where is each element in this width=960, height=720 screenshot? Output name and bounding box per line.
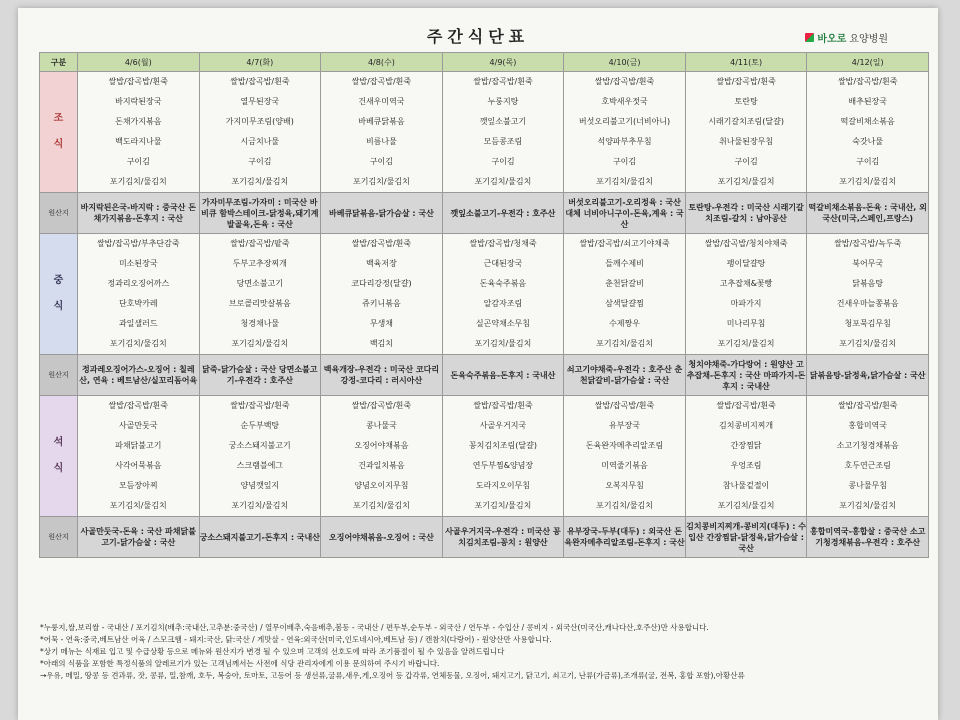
menu-item: 취나물된장무침 (719, 137, 774, 146)
menu-item: 쌀밥/잡곡밥/흰죽 (351, 401, 412, 410)
menu-item: 당면소불고기 (236, 279, 284, 288)
menu-item: 구이김 (734, 157, 758, 166)
notes (40, 622, 920, 682)
meal-label-char: 중 (53, 275, 64, 286)
breakfast-row (40, 72, 929, 193)
menu-item: 홍합미역국 (848, 421, 887, 430)
menu-cell (442, 396, 564, 517)
menu-cell (442, 72, 564, 193)
menu-cell (199, 72, 321, 193)
menu-cell (321, 234, 443, 355)
menu-item: 모듬장아찌 (118, 481, 158, 490)
menu-item: 포기김치/물김치 (474, 339, 532, 348)
menu-item: 누룽지탕 (487, 97, 519, 106)
menu-item: 브로콜리맛살볶음 (228, 299, 291, 308)
menu-item: 바지락된장국 (115, 97, 162, 106)
menu-item: 포기김치/물김치 (839, 177, 897, 186)
menu-item: 실곤약채소무침 (475, 319, 531, 328)
origin-cell: 떡갈비채소볶음-돈육 : 국내산, 외국산(미국,스페인,프랑스) (807, 193, 929, 234)
meal-label-char: 식 (53, 301, 64, 312)
menu-item: 코다리강정(달걀) (351, 279, 412, 288)
menu-cell (685, 72, 807, 193)
menu-item: 건새우미역국 (358, 97, 405, 106)
menu-cell (564, 72, 686, 193)
day-header: 4/11(토) (685, 53, 807, 72)
menu-item: 쌀밥/잡곡밥/청치야채죽 (704, 239, 788, 248)
menu-item: 미소된장국 (118, 259, 158, 268)
origin-cell: 가자미무조림-가자미 : 미국산 바비큐 함박스테이크-닭정육,돼기계발골육,돈육 : 국산 (199, 193, 321, 234)
logo-icon (805, 33, 814, 42)
menu-item: 건새우마늘쫑볶음 (836, 299, 899, 308)
menu-item: 포기김치/물김치 (474, 177, 532, 186)
origin-cell: 닭볶음탕-닭정육,닭가슴살 : 국산 (807, 355, 929, 396)
menu-item: 알감자조림 (483, 299, 523, 308)
menu-item: 단호박카레 (118, 299, 158, 308)
menu-item: 무생채 (369, 319, 393, 328)
menu-item: 고추잡채&꽃빵 (719, 279, 773, 288)
menu-item: 포기김치/물김치 (109, 501, 167, 510)
origin-cell: 정과레오징어가스-오징어 : 칠레산, 연육 : 베트남산/실꼬리돔어육 (78, 355, 200, 396)
menu-item: 닭볶음탕 (852, 279, 884, 288)
menu-item: 김치콩비지찌개 (719, 421, 774, 430)
menu-item: 미역줄기볶음 (601, 461, 648, 470)
menu-item: 호박새우젓국 (601, 97, 648, 106)
menu-item: 포기김치/물김치 (109, 177, 167, 186)
menu-item: 떡갈비채소볶음 (840, 117, 895, 126)
meal-label-char: 식 (53, 139, 64, 150)
menu-item: 쌀밥/잡곡밥/흰죽 (837, 77, 898, 86)
origin-cell: 바베큐닭볶음-닭가슴살 : 국산 (321, 193, 443, 234)
menu-item: 근대된장국 (483, 259, 523, 268)
menu-cell (78, 72, 200, 193)
menu-item: 간장찜닭 (730, 441, 762, 450)
day-header: 4/8(수) (321, 53, 443, 72)
menu-item: 가지미무조림(양배) (225, 117, 294, 126)
menu-item: 꽁치김치조림(달걀) (468, 441, 537, 450)
menu-item: 쌀밥/잡곡밥/흰죽 (473, 77, 533, 86)
dinner-row (40, 396, 929, 517)
note-line: *아래의 식품을 포함한 특정식품의 알레르기가 있는 고객님께서는 사전에 식당 관리자에게 이용 문의하여 주시기 바랍니다. (40, 659, 440, 668)
day-header: 4/6(월) (78, 53, 200, 72)
note-line: →우유, 메밀, 땅콩 등 견과류, 잣, 콩류, 밀,참깨, 호두, 복숭아, 토마토, 고등어 등 생선류,굴류,새우,게,오징어 등 갑각류, 연체동물, 오징어, 돼지고기, 닭고기, 쇠고기, 난류(가금류),조개류(굴, 전복, 홍합 포함),아황산류 (40, 671, 745, 680)
origin-cell: 백육개장-우전각 : 미국산 코다리강정-코다리 : 러시아산 (321, 355, 443, 396)
menu-cell (78, 234, 200, 355)
menu-item: 쌀밥/잡곡밥/흰죽 (108, 401, 169, 410)
menu-item: 배추된장국 (848, 97, 887, 106)
menu-item: 사각어묵볶음 (115, 461, 162, 470)
menu-item: 비름나물 (365, 137, 397, 146)
weekly-menu-table (39, 52, 929, 558)
menu-item: 포기김치/물김치 (353, 177, 410, 186)
menu-item: 쌀밥/잡곡밥/흰죽 (594, 401, 655, 410)
menu-item: 쌀밥/잡곡밥/흰죽 (837, 401, 898, 410)
menu-item: 포기김치/물김치 (474, 501, 532, 510)
menu-item: 포기김치/물김치 (717, 339, 775, 348)
menu-item: 마파가지 (730, 299, 762, 308)
menu-item: 포기김치/물김치 (596, 339, 653, 348)
menu-item: 청경채나물 (240, 319, 280, 328)
menu-item: 포기김치/물김치 (839, 339, 897, 348)
menu-item: 청포묵김무침 (844, 319, 891, 328)
origin-cell: 바지락된은국-바지락 : 중국산 돈채가지볶음-돈후지 : 국산 (78, 193, 200, 234)
menu-item: 쌀밥/잡곡밥/흰죽 (716, 77, 776, 86)
origin-cell: 토란탕-우전각 : 미국산 시래기갈치조림-갈치 : 남아공산 (685, 193, 807, 234)
menu-item: 사골만둣국 (118, 421, 158, 430)
origin-cell: 깻잎소불고기-우전각 : 호주산 (442, 193, 564, 234)
menu-cell (685, 234, 807, 355)
day-header: 4/10(금) (564, 53, 686, 72)
menu-item: 쌀밥/잡곡밥/녹두죽 (834, 239, 902, 248)
day-header: 4/12(일) (807, 53, 929, 72)
menu-item: 백육저장 (365, 259, 397, 268)
origin-cell: 버섯오리불고기-오리정육 : 국산 대체 너비아니구이-돈육,계육 : 국산 (564, 193, 686, 234)
lunch-label (40, 234, 78, 355)
menu-item: 깻잎소불고기 (479, 117, 527, 126)
menu-cell (807, 72, 929, 193)
menu-item: 쌀밥/잡곡밥/흰죽 (108, 77, 169, 86)
menu-sheet (18, 8, 938, 720)
origin-cell: 궁소스돼지불고기-돈후지 : 국내산 (199, 517, 321, 558)
dinner-label (40, 396, 78, 517)
menu-item: 구이김 (491, 157, 515, 166)
menu-item: 오복지무침 (605, 481, 644, 490)
menu-item: 쌀밥/잡곡밥/쇠고기야채죽 (579, 239, 670, 248)
menu-item: 과일샐러드 (118, 319, 158, 328)
menu-cell (199, 396, 321, 517)
origin-cell: 쇠고기야채죽-우전각 : 호주산 춘천닭갈비-닭가슴살 : 국산 (564, 355, 686, 396)
menu-item: 유부장국 (609, 421, 640, 430)
note-line: *어묵 - 연육:중국,베트남산 어육 / 스모크햄 - 돼지:국산, 닭:국산 / 게맛살 - 연육:외국산(미국,인도네시아,베트남 등) / 캔참치(다랑어) - 원양산만 사용합니다. (40, 635, 552, 644)
origin-cell: 돈육숙주볶음-돈후지 : 국내산 (442, 355, 564, 396)
menu-item: 포기김치/물김치 (231, 177, 289, 186)
menu-item: 구이김 (126, 157, 150, 166)
menu-item: 쌀밥/잡곡밥/흰죽 (716, 401, 776, 410)
menu-item: 쌀밥/잡곡밥/흰죽 (594, 77, 655, 86)
origin-label: 원산지 (40, 517, 78, 558)
menu-item: 포기김치/물김치 (231, 501, 289, 510)
menu-item: 열무된장국 (240, 97, 280, 106)
menu-item: 시래기갈치조림(달걀) (708, 117, 784, 126)
breakfast-label (40, 72, 78, 193)
origin-cell: 닭죽-닭가슴살 : 국산 당면소불고기-우전각 : 호주산 (199, 355, 321, 396)
breakfast-origin-row (40, 193, 929, 234)
lunch-origin-row (40, 355, 929, 396)
menu-item: 쌀밥/잡곡밥/흰죽 (230, 401, 290, 410)
menu-item: 쌀밥/잡곡밥/흰죽 (351, 77, 412, 86)
menu-item: 구이김 (369, 157, 393, 166)
menu-item: 시금치나물 (240, 137, 280, 146)
menu-item: 돈육완자메추리알조림 (585, 441, 664, 450)
menu-item: 바베큐닭볶음 (358, 117, 405, 126)
page-title: 주간식단표 (426, 27, 530, 46)
menu-item: 들깨수제비 (605, 259, 644, 268)
menu-item: 우엉조림 (730, 461, 762, 470)
origin-cell: 사골만둣국-돈육 : 국산 파채닭불고기-닭가슴살 : 국산 (78, 517, 200, 558)
menu-cell (807, 396, 929, 517)
menu-item: 양념깻잎지 (240, 481, 280, 490)
menu-item: 쥬키니볶음 (362, 299, 401, 308)
menu-item: 돈채가지볶음 (115, 117, 162, 126)
hospital-logo (805, 30, 888, 45)
menu-item: 포기김치/물김치 (596, 177, 653, 186)
menu-item: 참나물겉절이 (722, 481, 770, 490)
menu-item: 쌀밥/잡곡밥/부추단감죽 (96, 239, 180, 248)
menu-item: 도라지오이무침 (475, 481, 531, 490)
origin-cell: 청치야채죽-가다랑어 : 원양산 고추잡채-돈후지 : 국산 마파가지-돈후지 : 국내산 (685, 355, 807, 396)
menu-item: 콩나물무침 (848, 481, 887, 490)
menu-item: 쌀밥/잡곡밥/흰죽 (473, 401, 533, 410)
origin-label: 원산지 (40, 193, 78, 234)
menu-item: 구이김 (248, 157, 272, 166)
menu-item: 삼색달걀찜 (605, 299, 644, 308)
logo-suffix: 요양병원 (849, 34, 888, 45)
gubun-header: 구분 (40, 53, 78, 72)
origin-cell: 유부장국-두부(대두) : 외국산 돈육완자메추리알조림-돈후지 : 국산 (564, 517, 686, 558)
menu-item: 구이김 (612, 157, 637, 166)
menu-item: 석양파부추무침 (597, 137, 652, 146)
menu-item: 포기김치/물김치 (231, 339, 289, 348)
menu-item: 사골우거지국 (479, 421, 527, 430)
menu-cell (685, 396, 807, 517)
menu-item: 백김치 (369, 339, 393, 348)
menu-item: 파채닭불고기 (115, 441, 162, 450)
menu-item: 포기김치/물김치 (717, 501, 775, 510)
menu-item: 순두부백탕 (240, 421, 280, 430)
menu-item: 포기김치/물김치 (353, 501, 410, 510)
menu-item: 토란탕 (734, 97, 758, 106)
menu-item: 두부고추장찌개 (232, 259, 287, 268)
menu-item: 소고기청경채볶음 (836, 441, 899, 450)
menu-cell (321, 72, 443, 193)
menu-item: 돈육숙주볶음 (479, 279, 527, 288)
note-line: *상기 메뉴는 식재료 입고 및 수급상황 등으로 메뉴와 원산지가 변경 될 수 있으며 고객의 선호도에 따라 조기품절이 될 수 있음을 알려드립니다 (40, 647, 505, 656)
day-header: 4/7(화) (199, 53, 321, 72)
menu-item: 춘천닭갈비 (605, 279, 644, 288)
meal-label-char: 식 (53, 463, 64, 474)
menu-cell (807, 234, 929, 355)
menu-item: 숙갓나물 (852, 137, 884, 146)
menu-item: 구이김 (856, 157, 880, 166)
menu-cell (321, 396, 443, 517)
menu-cell (442, 234, 564, 355)
origin-cell: 김치콩비지찌개-콩비지(대두) : 수입산 간장찜닭-닭정육,닭가슴살 : 국산 (685, 517, 807, 558)
origin-label: 원산지 (40, 355, 78, 396)
meal-label-char: 석 (53, 437, 64, 448)
menu-item: 미나리무침 (726, 319, 766, 328)
origin-cell: 사골우거지국-우전각 : 미국산 꽁치김치조림-꽁치 : 원양산 (442, 517, 564, 558)
menu-item: 양념오이지무침 (354, 481, 409, 490)
menu-item: 백도라지나물 (115, 137, 162, 146)
dinner-origin-row (40, 517, 929, 558)
lunch-row (40, 234, 929, 355)
menu-item: 쌀밥/잡곡밥/흰죽 (351, 239, 412, 248)
menu-item: 버섯오리불고기(너비아니) (578, 117, 671, 126)
origin-cell: 오징어야채볶음-오징어 : 국산 (321, 517, 443, 558)
menu-item: 포기김치/물김치 (717, 177, 775, 186)
menu-item: 건과일치볶음 (358, 461, 405, 470)
menu-cell (564, 396, 686, 517)
menu-item: 수제짱우 (609, 319, 640, 328)
logo-brand: 바오로 (817, 34, 847, 45)
menu-cell (199, 234, 321, 355)
menu-item: 오징어야채볶음 (354, 441, 409, 450)
header-row (40, 53, 929, 72)
menu-item: 연두부찜&양념장 (472, 461, 534, 470)
note-line: *누룽지,쌀,보리쌀 - 국내산 / 포기김치(배추:국내산,고추분:중국산) / 열무이배추,숙음배추,봄동 - 국내산 / 편두부,순두부 - 외국산 / 연두부 - 수입산 / 콩비지 - 외국산(미국산,캐나다산,호주산)만 사용합니다. (40, 623, 709, 632)
menu-item: 포기김치/물김치 (109, 339, 167, 348)
menu-item: 정과리오징어까스 (107, 279, 170, 288)
origin-cell: 홍합미역국-홍합살 : 중국산 소고기청경채볶음-우전각 : 호주산 (807, 517, 929, 558)
menu-item: 포기김치/물김치 (839, 501, 897, 510)
menu-item: 모듬콩조림 (483, 137, 523, 146)
menu-item: 스크램블에그 (236, 461, 284, 470)
menu-item: 쌀밥/잡곡밥/청채죽 (469, 239, 537, 248)
menu-item: 궁소스돼지불고기 (228, 441, 291, 450)
menu-item: 북어무국 (852, 259, 884, 268)
menu-cell (78, 396, 200, 517)
menu-item: 콩나물국 (365, 421, 397, 430)
menu-item: 쌀밥/잡곡밥/흰죽 (230, 77, 290, 86)
menu-item: 포기김치/물김치 (596, 501, 653, 510)
menu-item: 쌀밥/잡곡밥/팥죽 (230, 239, 290, 248)
menu-cell (564, 234, 686, 355)
menu-item: 팽이달걀탕 (726, 259, 766, 268)
day-header: 4/9(목) (442, 53, 564, 72)
menu-item: 호두연근조림 (844, 461, 891, 470)
meal-label-char: 조 (53, 113, 64, 124)
